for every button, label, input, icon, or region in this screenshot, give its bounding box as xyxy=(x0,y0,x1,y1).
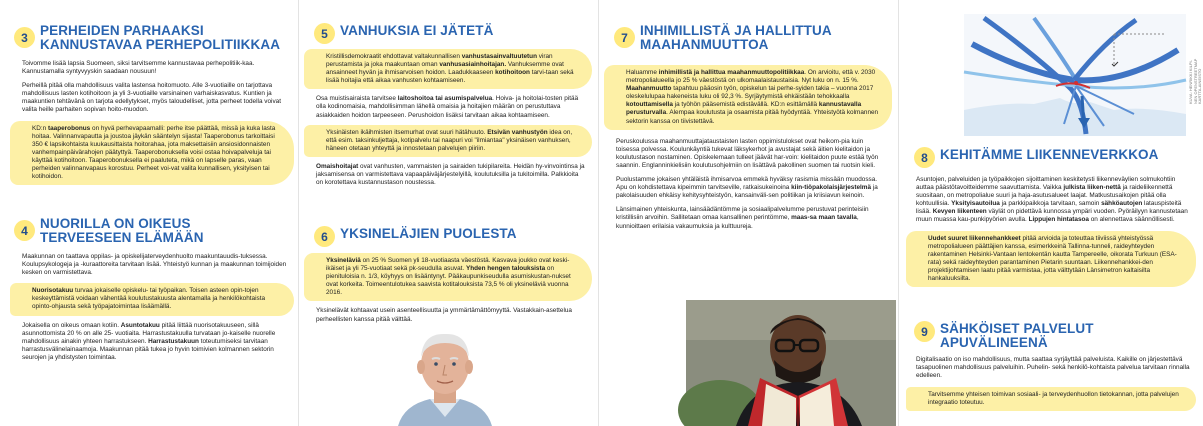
panel-elderly-singles xyxy=(300,0,596,426)
section-8-paragraph: Asuntojen, palveluiden ja työpaikkojen sijoittaminen keskitetysti liikenneväylien solmukohtiin auttaa päästötavoitteidemme saavuttamista. Vaikka julkista liiken-nettä ja raideliikennettä suositaan, on metropolialue suuri ja haja-asutusalueet laajat. Matkustusaikojen pitää olla kohtuullisia. Yksityisautoilua ja parkkipaikkoja tarvitaan, samoin sähköautojen latauspisteitä lisää. Kevyen liikenteen väylät on pidettävä kunnossa ympäri vuoden. Pyöräilyyn kannustetaan muun muassa kau-punkipyörien avulla. Lippujen hintatasoa on alennettava säännöllisesti. xyxy=(916,176,1188,224)
section-8-header xyxy=(900,144,1200,168)
panel-family-youth xyxy=(0,0,298,426)
section-3-number: 3 xyxy=(14,27,35,48)
section-7-number: 7 xyxy=(614,27,635,48)
section-7-school: Peruskoulussa maahanmuuttajataustaisten lasten oppimistulokset ovat heikom-pia kuin toisessa polvessa. Koulunkäyntiä tukevat läksykerhot ja avustajat sekä äitien kielitaidon ja koulutustason nostaminen. Opiskelemaan tulleet jäävät har-voin: kielitaidon puute estää työn saannin. Englanninkielisiin koulutusohjelmiin on lisättävä pakollinen suomen tai ruotsin kieli. xyxy=(616,137,879,169)
section-3 xyxy=(0,24,298,185)
section-3-intro: Toivomme lisää lapsia Suomeen, siksi tarvitsemme kannustavaa perhepolitiik-kaa. Kannustamalla syntyvyyskin saadaan nousuun! xyxy=(22,60,255,76)
section-5-title: VANHUKSIA EI JÄTETÄ xyxy=(340,23,494,38)
section-6 xyxy=(300,223,596,324)
section-4 xyxy=(0,217,298,362)
section-6-title: YKSINELÄJIEN PUOLESTA xyxy=(340,226,517,241)
section-6-highlight: Yksineläviä on 25 % Suomen yli 18-vuotiaasta väestöstä. Kasvava joukko ovat keski-ikäiset ja yli 75-vuotiaat sekä pk-seudulla asuvat. Yhden hengen talouksista on pienituloisia n. 1/3, köyhyys on lisääntynyt. Pääkaupunkiseudulla asumiskustan-nukset ovat korkeita. Toimeentulotukea saavista kotitalouksista 73,5 % oli yksineläviä vuonna 2016. xyxy=(304,253,592,301)
section-7-header xyxy=(600,24,896,52)
section-7-highlight: Haluamme inhimillistä ja hallittua maahanmuuttopolitiikkaa. On arvioitu, että v. 2030 metropolialueella jo 25 % väestöstä on ulkomaalaistaustaisia. Nyt luku on n. 15 %. Maahanmuutto tapahtuu pääosin työn, opiskelun tai perhe-syiden takia – vuonna 2017 oleskelulupaa hakeneista luku oli 92,3 %. Syrjäytymistä ehkäistään tehokkaalla kotouttamisella ja työhön pääsemistä edistävällä. KD:n esittämällä kannustavalla perusturvalla. Alempaa koulutusta ja osaamista pitää hyödyntää. Yhteistyötä kolmannen sektorin kanssa on tiivistettävä. xyxy=(604,65,892,130)
section-4-highlight: Nuorisotakuu turvaa jokaiselle opiskelu- tai työpaikan. Toisen asteen opin-tojen keskeyttämistä voidaan vähentää koulutustakuusta alentamalla ja henkilökohtaista opinto-ohjausta sekä työpajatoimintaa lisäämällä. xyxy=(10,283,294,315)
section-6-number: 6 xyxy=(314,226,335,247)
fold-line xyxy=(598,0,599,426)
section-4-number: 4 xyxy=(14,220,35,241)
reading-man-photo xyxy=(686,300,896,426)
section-9-title: SÄHKÖISET PALVELUT APUVÄLINEENÄ xyxy=(940,321,1094,350)
section-5-care: Osa muistisairaista tarvitsee laitoshoitoa tai asumispalvelua. Hoiva- ja hoitolai-tosten pitää olla kodinomaisia, mahdollisimman lähellä omaisia ja hoitajien määrän on perustuttava asiakkaiden hoidon tarpeeseen. Perushoidon lisäksi tarvitaan aikaa kohtaamiseen. xyxy=(316,95,579,119)
section-8-title: KEHITÄMME LIIKENNEVERKKOA xyxy=(940,147,1159,162)
section-7 xyxy=(600,24,896,231)
section-7-values: Länsimainen yhteiskunta, lainsäädäntömme ja sosiaalipalvelumme perustuvat perinteisiin kristillisiin arvoihin. Sallitetaan omaa kansallinen perintömme, maas-sa maan tavalla, kunnioittaen erilaisia vakaumuksia ja kulttuureja. xyxy=(616,206,869,230)
section-9-header xyxy=(900,318,1200,350)
panel-immigration xyxy=(600,0,896,426)
fold-line xyxy=(298,0,299,426)
section-3-header xyxy=(0,24,298,52)
section-4-housing: Jokaisella on oikeus omaan kotiin. Asuntotakuu pitää liittää nuorisotakuuseen, sillä asunnottomista 20 % on alle 25- vuotiaita. Harrastustakuulla turvataan jo-kaiselle nuorelle mahdollisuus ainakin yhteen harrastukseen. Harrastustakuun toteutumiseksi tarvitaan harrastusvälinelainaamoja. Maakunnan pitää tukea jo hyvin toimivien kolmannen sektorin seurojen ja yhdistysten toimintaa. xyxy=(22,321,276,361)
section-5-number: 5 xyxy=(314,23,335,44)
section-8-number: 8 xyxy=(914,147,935,168)
section-3-title: PERHEIDEN PARHAAKSI KANNUSTAVAA PERHEPOLITIIKKAA xyxy=(40,23,281,52)
section-3-highlight: KD:n taaperobonus on hyvä perhevapaamalli: perhe itse päättää, missä ja kuka lasta hoitaa. Valinnanvapautta ja joustoa jäykän sääntelyn sijasta! Taaperobonus tarkoittaisi 350 € lapsikohtaista kuukausittaista hoitorahaa, jota maksettaisiin ansiosidonnaisten vanhempainpäivärahojen päätyttyä. Taaperobonuksella voisi ostaa hoivapalveluja tai käyttää kotihoitoon. Taaperobonuksella ei paaluteta, mikä on lapselle paras, vaan perheiden valinnanvapaus korostuu. Perheet voi-vat valita kunnallisen, yksityisen tai kotihoidon. xyxy=(10,121,294,186)
section-9-number: 9 xyxy=(914,321,935,342)
section-5 xyxy=(300,20,596,187)
section-7-equality: Puolustamme jokaisen yhtäläistä ihmisarvoa emmekä hyväksy rasismia missään muodossa. Apu on kohdistettava kipeimmin tarvitseville, ratkaisukeinoina kiin-tiöpakolaisjärjestelmä ja pakolaisuuden ehkäisy kehitysyhteistyön, kansainväli-sen politiikan ja kriisiavun keinoin. xyxy=(616,176,878,200)
section-9-paragraph: Digitalisaatio on iso mahdollisuus, mutta saattaa syrjäyttää palveluista. Kaikille on järjestettävä tasapuolinen mahdollisuus palveluihin. Puhelin- sekä henkilö-kohtaista palvelua tarvitaan rinnalla edelleen. xyxy=(916,356,1190,380)
section-9-highlight: Tarvitsemme yhteisen toimivan sosiaali- ja terveydenhuollon tietokannan, jotta palvelujen integraatio toteutuu. xyxy=(906,387,1196,411)
section-5-highlight: Kristillisdemokraatit ehdottavat valtakunnallisen vanhustasainvaltuutetun viran perustamista ja joka maakuntaan oman vanhusasiainhoitajan. Vanhuksemme ovat ansainneet hyvän ja ihmisarvoisen hoidon. Laadukkaaseen kotihoitoon tarvi-taan sekä lisää hoitajia että aikaa vanhusten kohtaamiseen. xyxy=(304,49,592,89)
section-9 xyxy=(900,318,1200,411)
section-4-header xyxy=(0,217,298,245)
elderly-man-photo xyxy=(390,325,500,426)
section-4-title: NUORILLA ON OIKEUS TERVEESEEN ELÄMÄÄN xyxy=(40,216,204,245)
section-3-paragraph: Perheillä pitää olla mahdollisuus valita lastensa hoitomuoto. Alle 3-vuotiaille on tarjottava mahdollisuus lasten kotihoitoon ja yli 3-vuotiaille varsinainen varhaiskasvatus. Kuntien ja maakuntien tehtävänä on tarjota edellytykset, myös taloudelliset, jotta perheet todella voivat valita heille parhaiten sopivan hoito-muodon. xyxy=(22,82,281,114)
section-8-highlight: Uudet suuret liikennehankkeet pitää arvioida ja toteuttaa tiiviissä yhteistyössä metropolialueen päättäjien kanssa, esimerkkeinä Tallinna-tunneli, raideyhteyden rakentaminen Helsinki-Vantaan lentokentän kautta Tampereelle, oikorata Turkuun (ESA-rata) sekä raideyhteyden parantaminen Pietarin suuntaan. Liikennehankkei-den projektijohtamisen laatu pitää varmistaa, jotta välttytään Länsimetron kaltaisilta hankaluuksilta. xyxy=(906,231,1196,288)
traffic-network-map xyxy=(964,14,1186,136)
section-6-header xyxy=(300,223,596,247)
section-4-paragraph: Maakunnan on taattava oppilas- ja opiskelijaterveydenhuolto maakuntauudis-tuksessa. Koulupsykologeja ja -kuraattoreita tarvitaan lisää. Yhteistyö kunnan ja maakunnan toimijoiden kesken on varmistettava. xyxy=(22,253,287,277)
section-6-paragraph: Yksinelävät kohtaavat usein asenteellisuutta ja ymmärtämättömyyttä. Vastakkain-asettelua perheellisten kanssa pitää välttää. xyxy=(316,307,572,323)
map-credit: KUVA: HENRIKKI KILPI- NEN OPENSTREETMAP KARTTA-AINEISTO xyxy=(1188,58,1202,104)
fold-line xyxy=(898,0,899,426)
section-5-header xyxy=(300,20,596,44)
section-5-caregivers: Omaishoitajat ovat vanhusten, vammaisten ja sairaiden tukipilareita. Heidän hy-vinvointinsa ja jaksamisensa on varmistettava vapaapäiväjärjestelyillä, koulutuksilla ja tukitoimilla. Palkkioita on korotettava kustannustason noustessa. xyxy=(316,162,585,187)
section-8 xyxy=(900,144,1200,287)
section-7-title: INHIMILLISTÄ JA HALLITTUA MAAHANMUUTTOA xyxy=(640,23,832,52)
section-5-highlight-2: Yksinäisten ikäihmisten itsemurhat ovat suuri hätähuuto. Etsivän vanhustyön idea on, että esim. taksinkuljettaja, kotipalvelu tai naapuri voi "ilmiantaa" yksinäisen vanhuksen, häneen otetaan yhteyttä ja innostetaan palvelujen piiriin. xyxy=(304,125,592,157)
